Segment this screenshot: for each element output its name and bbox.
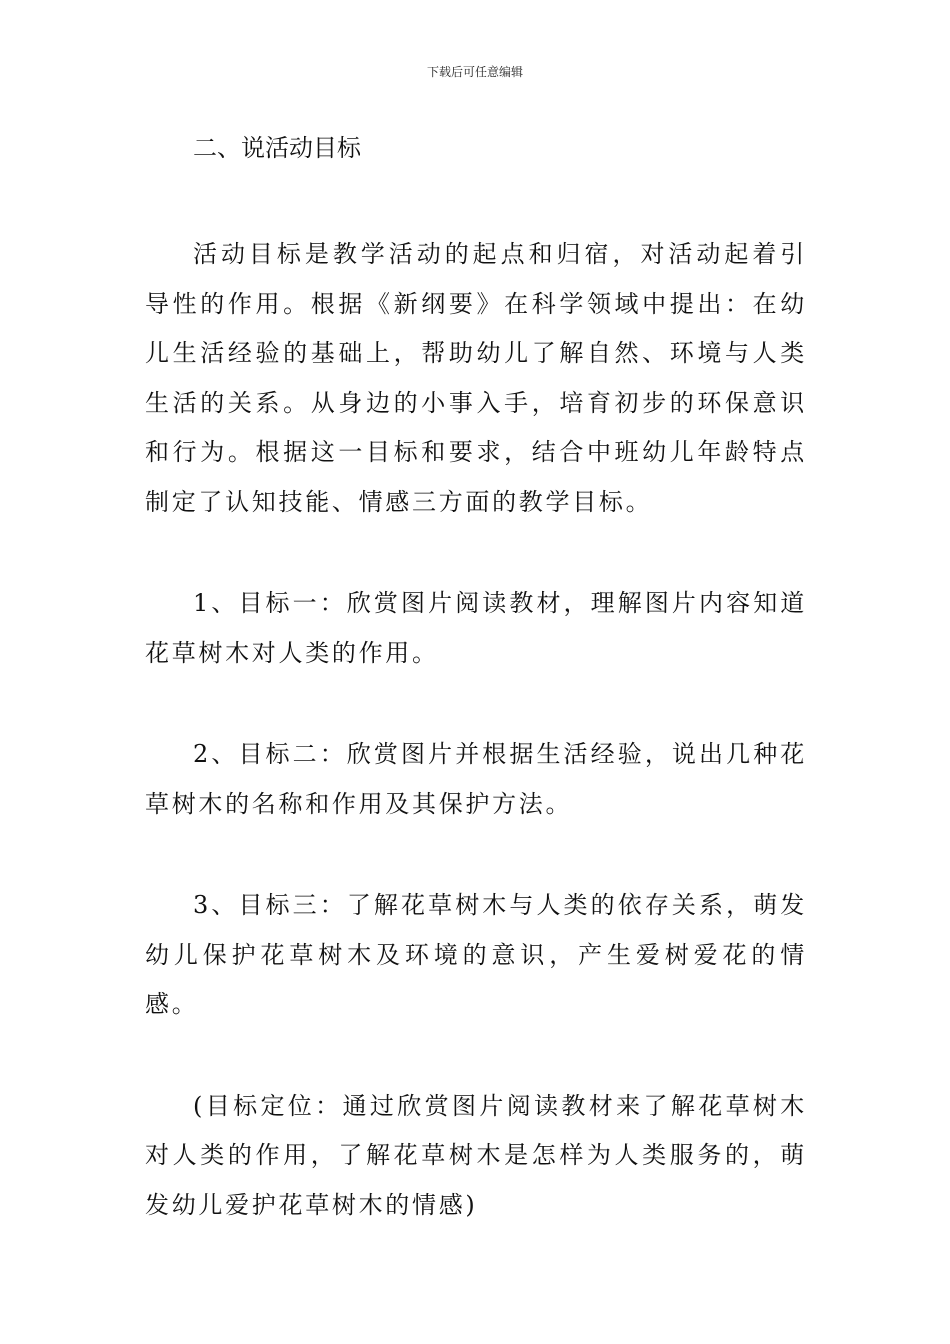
goal-positioning-paragraph: (目标定位：通过欣赏图片阅读教材来了解花草树木对人类的作用，了解花草树木是怎样为人类服务的，萌发幼儿爱护花草树木的情感) bbox=[145, 1091, 807, 1219]
section-heading: 二、说活动目标 bbox=[193, 134, 361, 162]
spacer bbox=[145, 678, 807, 730]
spacer bbox=[145, 1030, 807, 1082]
spacer bbox=[145, 829, 807, 881]
spacer bbox=[145, 527, 807, 579]
page-header: 下载后可任意编辑 bbox=[426, 65, 523, 79]
intro-paragraph: 活动目标是教学活动的起点和归宿，对活动起着引导性的作用。根据《新纲要》在科学领域中提出：在幼儿生活经验的基础上，帮助幼儿了解自然、环境与人类生活的关系。从身边的小事入手，培育初步的环保意识和行为。根据这一目标和要求，结合中班幼儿年龄特点制定了认知技能、情感三方面的教学目标。 bbox=[145, 240, 807, 516]
spacer bbox=[145, 170, 807, 230]
goal-one-paragraph: 1、目标一：欣赏图片阅读教材，理解图片内容知道花草树木对人类的作用。 bbox=[145, 589, 807, 667]
goal-three-paragraph: 3、目标三：了解花草树木与人类的依存关系，萌发幼儿保护花草树木及环境的意识，产生爱树爱花的情感。 bbox=[145, 891, 807, 1018]
document-body bbox=[145, 126, 807, 1230]
goal-two-paragraph: 2、目标二：欣赏图片并根据生活经验，说出几种花草树木的名称和作用及其保护方法。 bbox=[145, 740, 807, 818]
